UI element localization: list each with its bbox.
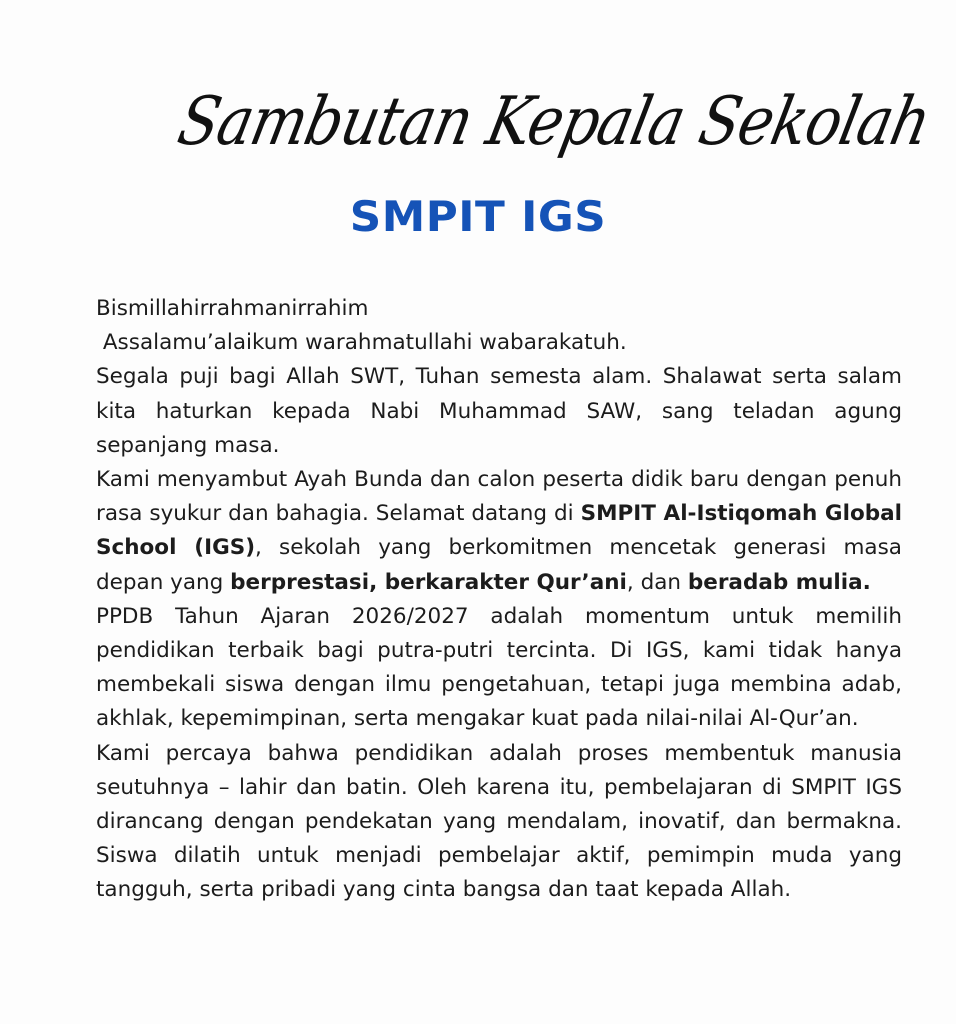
school-title: SMPIT IGS	[349, 192, 607, 241]
opening-salam: Assalamu’alaikum warahmatullahi wabarakatuh.	[96, 330, 627, 356]
paragraph-praise: Segala puji bagi Allah SWT, Tuhan semesta alam. Shalawat serta salam kita haturkan kepada Nabi Muhammad SAW, sang teladan agung sepanjang masa.	[96, 364, 902, 458]
welcome-text-c: , sekolah yang berkomitmen mencetak generasi masa depan yang	[96, 535, 902, 595]
paragraph-welcome	[96, 463, 902, 600]
adab-bold: beradab mulia.	[687, 569, 871, 595]
school-name-bold: SMPIT Al-Istiqomah Global School (IGS)	[96, 501, 902, 561]
opening-basmalah: Bismillahirrahmanirrahim	[96, 296, 369, 321]
welcome-text-a: Kami menyambut Ayah Bunda dan calon peserta didik baru dengan penuh rasa syukur dan bahagia. Selamat datang di	[96, 467, 902, 527]
welcome-text-e: , dan	[626, 569, 688, 595]
paragraph-learning: Kami percaya bahwa pendidikan adalah proses membentuk manusia seutuhnya – lahir dan batin. Oleh karena itu, pembelajaran di SMPIT IGS dirancang dengan pendekatan yang mendalam, inovatif, dan bermakna. Siswa dilatih untuk menjadi pembelajar aktif, pemimpin muda yang tangguh, serta pribadi yang cinta bangsa dan taat kepada Allah.	[96, 740, 902, 903]
welcome-message-body	[96, 292, 902, 908]
script-title: Sambutan Kepala Sekolah	[171, 81, 937, 161]
paragraph-ppdb: PPDB Tahun Ajaran 2026/2027 adalah momentum untuk memilih pendidikan terbaik bagi putra-putri tercinta. Di IGS, kami tidak hanya membekali siswa dengan ilmu pengetahuan, tetapi juga membina adab, akhlak, kepemimpinan, serta mengakar kuat pada nilai-nilai Al-Qur’an.	[96, 603, 902, 732]
character-bold: berprestasi, berkarakter Qur’ani	[230, 569, 627, 595]
